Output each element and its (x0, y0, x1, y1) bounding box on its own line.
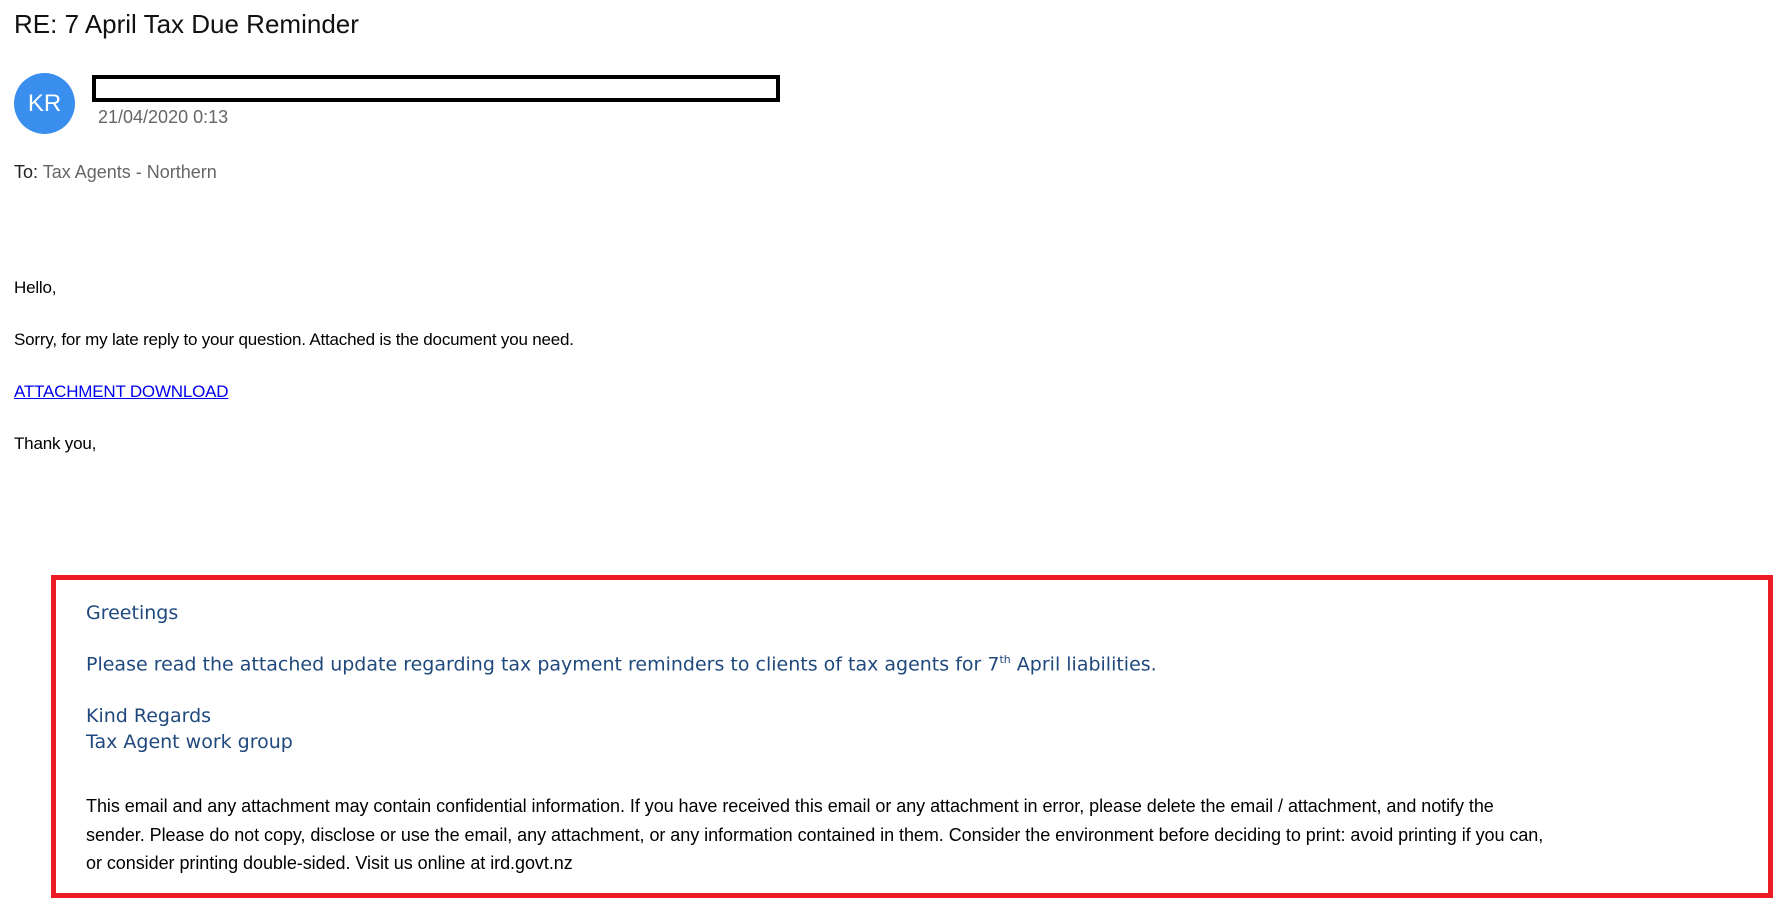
quoted-greeting: Greetings (86, 602, 179, 624)
quoted-group: Tax Agent work group (86, 731, 293, 753)
recipient-line (14, 162, 217, 183)
sender-name-redacted (92, 75, 780, 102)
quoted-message (86, 653, 1157, 675)
recipient-name[interactable]: Tax Agents - Northern (42, 162, 217, 182)
email-subject: RE: 7 April Tax Due Reminder (14, 9, 359, 39)
highlight-box (51, 575, 1773, 898)
to-label: To: (14, 162, 39, 182)
disclaimer-line: This email and any attachment may contain confidential information. If you have received this email or any attachment in error, please delete the email / attachment, and notify the (86, 796, 1494, 816)
quoted-message-text: Please read the attached update regarding tax payment reminders to clients of tax agents for 7 (86, 653, 1000, 676)
quoted-message-sup: th (999, 653, 1011, 666)
disclaimer-line: sender. Please do not copy, disclose or use the email, any attachment, or any information contained in them. Consider the environment before deciding to print: avoid printing if you can, (86, 825, 1544, 845)
body-closing: Thank you, (14, 434, 97, 453)
body-line: Sorry, for my late reply to your question. Attached is the document you need. (14, 330, 574, 349)
sender-avatar[interactable]: KR (14, 73, 75, 134)
quoted-regards: Kind Regards (86, 705, 212, 727)
body-greeting: Hello, (14, 278, 57, 297)
quoted-message-text-end: April liabilities. (1010, 653, 1157, 676)
attachment-download-link[interactable]: ATTACHMENT DOWNLOAD (14, 382, 229, 401)
email-date: 21/04/2020 0:13 (98, 107, 229, 127)
disclaimer-line: or consider printing double-sided. Visit us online at ird.govt.nz (86, 853, 573, 873)
